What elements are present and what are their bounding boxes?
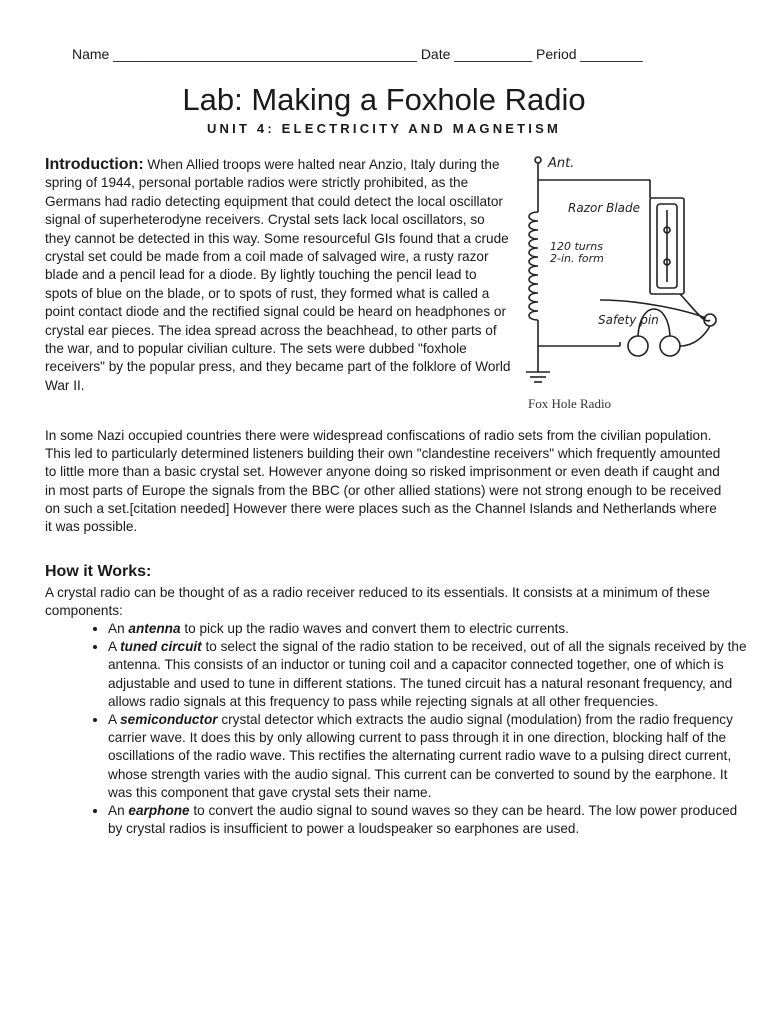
item-prefix: An — [108, 621, 125, 636]
razor-blade-label: Razor Blade — [568, 201, 640, 215]
introduction-heading: Introduction: — [45, 156, 144, 173]
figure-caption: Fox Hole Radio — [528, 396, 612, 411]
item-term: antenna — [128, 621, 181, 636]
item-text: to pick up the radio waves and convert them to electric currents. — [184, 621, 569, 636]
introduction-text: When Allied troops were halted near Anzio, Italy during the spring of 1944, personal portable radios were strictly prohibited, as the Germans had radio detecting equipment that could detect the local oscillator signal of superheterodyne receivers. Crystal sets lack local oscillators, so they cannot be detected in this way. Some resourceful GIs found that a crude crystal set could be made from a coil made of salvaged wire, a rusty razor blade and a pencil lead for a diode. By lightly touching the pencil lead to spots of blue on the blade, or to spots of rust, they formed what is called a point contact diode and the rectified signal could be heard on headphones or crystal ear pieces. The idea spread across the beachhead, to other parts of the war, and to popular civilian culture. The sets were dubbed "foxhole receivers" by the popular press, and they became part of the folklore of World War II. — [45, 157, 511, 393]
name-blank[interactable]: _______________________________________ — [113, 46, 417, 62]
antenna-label: Ant. — [548, 156, 575, 171]
ground-symbol — [526, 372, 550, 382]
item-prefix: A — [108, 639, 117, 655]
coil-turns-label: 120 turns — [550, 240, 604, 253]
components-list — [80, 620, 748, 838]
circuit-drawing — [510, 150, 730, 396]
how-it-works-intro: A crystal radio can be thought of as a radio receiver reduced to its essentials. It consists at a minimum of these components: — [45, 585, 710, 619]
foxhole-radio-diagram — [510, 150, 730, 416]
student-info-line — [72, 46, 712, 62]
list-item-earphone — [108, 802, 748, 838]
page-title: Lab: Making a Foxhole Radio — [182, 82, 586, 117]
list-item-antenna — [108, 620, 748, 638]
item-prefix: An — [108, 803, 125, 819]
item-text: to select the signal of the radio station to be received, out of all the signals received by the antenna. This consists of an inductor or tuning coil and a capacitor connected together, one of which is adjustable and used to tune in different stations. The tuned circuit has a natural resonant frequency, and allows radio signals at this frequency to pass while rejecting signals at all other frequencies. — [108, 639, 747, 709]
date-blank[interactable]: __________ — [454, 46, 533, 62]
item-text: to convert the audio signal to sound waves so they can be heard. The low power produced by crystal radios is insufficient to power a loudspeaker so earphones are used. — [108, 803, 738, 837]
date-label: Date — [420, 46, 451, 62]
occupied-countries-paragraph: In some Nazi occupied countries there were widespread confiscations of radio sets from the civilian population. This led to particularly determined listeners building their own "clandestine receivers" which frequently amounted to little more than a basic crystal set. However anyone doing so risked imprisonment or even death if caught and in most parts of Europe the signals from the BBC (or other allied stations) were not strong enough to be received on such a set.[citation needed] However there were places such as the Channel Islands and Netherlands where it was possible. — [45, 428, 722, 535]
how-it-works-heading: How it Works: — [45, 563, 152, 580]
razor-blade — [650, 198, 684, 294]
tuning-coil — [529, 212, 538, 320]
name-label: Name — [72, 46, 110, 62]
safety-pin-label: Safety pin — [598, 313, 659, 327]
period-blank[interactable]: ________ — [580, 46, 643, 62]
introduction-section — [45, 156, 511, 395]
item-term: semiconductor — [120, 712, 218, 728]
coil-form-label: 2-in. form — [550, 252, 604, 265]
period-label: Period — [536, 46, 577, 62]
list-item-semiconductor — [108, 711, 748, 802]
item-term: earphone — [128, 803, 190, 819]
antenna-terminal — [535, 157, 541, 163]
list-item-tuned-circuit — [108, 638, 748, 711]
unit-subtitle: UNIT 4: ELECTRICITY AND MAGNETISM — [206, 121, 562, 136]
item-term: tuned circuit — [120, 639, 202, 655]
item-prefix: A — [108, 712, 117, 728]
item-text: crystal detector which extracts the audio signal (modulation) from the radio frequency carrier wave. It does this by only allowing current to pass through it in one direction, blocking half of the oscillations of the radio wave. This rectifies the alternating current radio wave to a pulsing direct current, whose strength varies with the audio signal. This current can be converted to sound by the earphone. It was this component that gave crystal sets their name. — [108, 712, 733, 800]
